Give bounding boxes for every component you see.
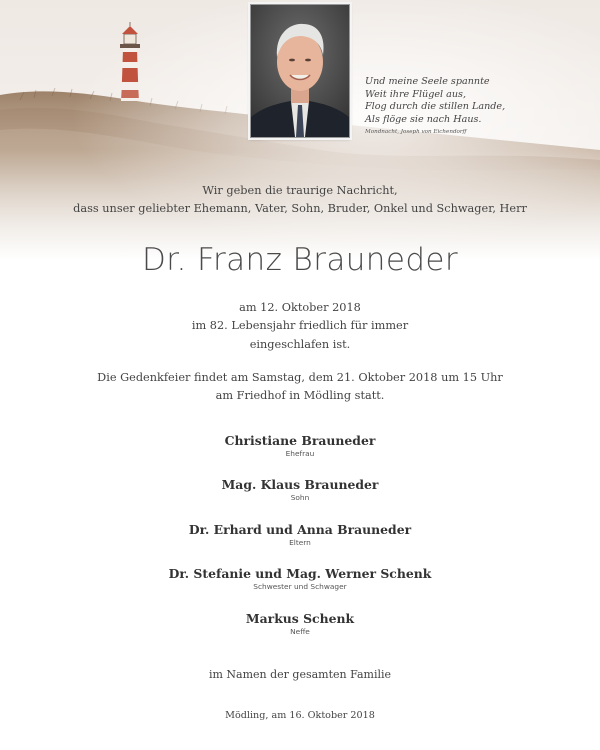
ceremony-line-1: Die Gedenkfeier findet am Samstag, dem 21. Oktober 2018 um 15 Uhr (97, 371, 503, 384)
mourner-entry (0, 432, 600, 476)
mourner-name: Christiane Brauneder (224, 433, 376, 448)
mourner-relation: Neffe (290, 626, 310, 636)
ceremony-info (0, 369, 600, 406)
death-line-2: im 82. Lebensjahr friedlich für immer (191, 319, 409, 333)
poem-line: Weit ihre Flügel aus, (365, 88, 467, 100)
mourner-name: Markus Schenk (245, 610, 355, 626)
mourner-name: Dr. Stefanie und Mag. Werner Schenk (168, 566, 432, 582)
poem-line: Flog durch die stillen Lande, (365, 101, 506, 113)
mourner-relation: Schwester und Schwager (253, 582, 347, 592)
mourner-entry (0, 565, 600, 609)
mourner-relation: Ehefrau (285, 449, 315, 458)
death-line-3: eingeschlafen ist. (249, 337, 351, 351)
mourners-list (0, 432, 600, 654)
death-line-1: am 12. Oktober 2018 (239, 301, 361, 314)
ceremony-line-2: am Friedhof in Mödling statt. (215, 389, 385, 403)
mourner-entry (0, 476, 600, 520)
announcement-intro (0, 182, 600, 219)
mourner-name: Dr. Erhard und Anna Brauneder (188, 521, 412, 537)
mourner-entry (0, 521, 600, 565)
portrait-photo (250, 4, 350, 138)
poem-line: Und meine Seele spannte (365, 76, 490, 87)
poem (365, 76, 590, 136)
mourner-name: Mag. Klaus Brauneder (221, 477, 379, 493)
poem-line: Als flöge sie nach Haus. (365, 113, 482, 125)
death-info (0, 299, 600, 354)
place-date: Mödling, am 16. Oktober 2018 (225, 710, 375, 721)
lighthouse-icon (120, 22, 140, 101)
deceased-name: Dr. Franz Brauneder (141, 242, 459, 278)
intro-line-1: Wir geben die traurige Nachricht, (202, 184, 398, 197)
intro-line-2: dass unser geliebter Ehemann, Vater, Sohn, Bruder, Onkel und Schwager, Herr (73, 202, 527, 216)
mourner-relation: Sohn (290, 493, 310, 503)
family-note: im Namen der gesamten Familie (208, 668, 392, 681)
mourner-entry (0, 610, 600, 654)
poem-source: Mondnacht, Joseph von Eichendorff (365, 129, 467, 136)
mourner-relation: Eltern (289, 537, 311, 547)
